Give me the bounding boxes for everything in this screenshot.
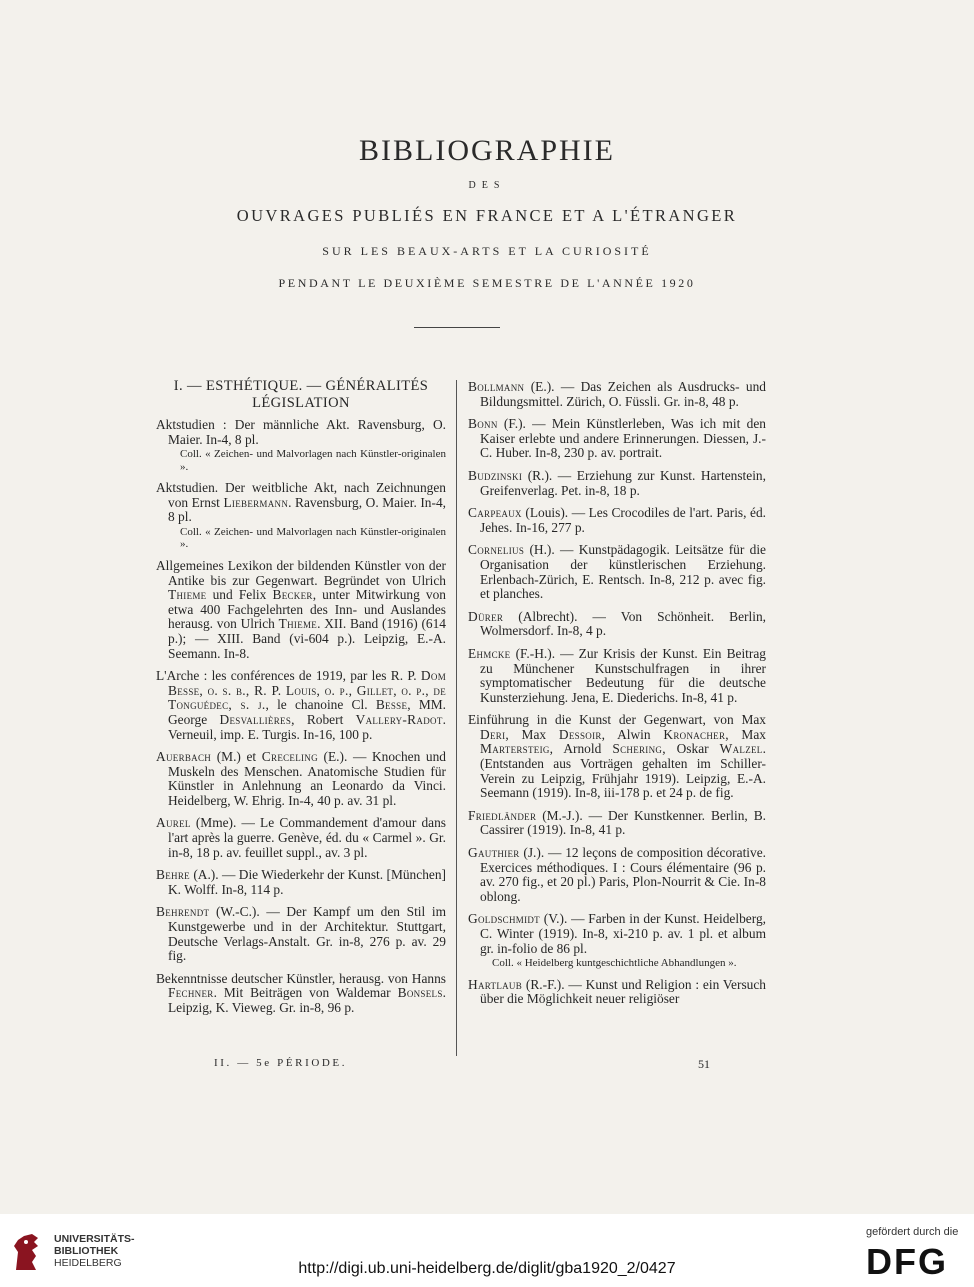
subtitle-line-1: OUVRAGES PUBLIÉS EN FRANCE ET A L'ÉTRANGER: [236, 206, 738, 225]
page-number: 51: [698, 1057, 710, 1071]
author-name: Vallery-Radot: [355, 711, 443, 727]
bibliography-entry: Bonn (F.). — Mein Künstlerleben, Was ich mit den Kaiser erlebte und andere Erinnerungen. Diessen, J.-C. Huber. In-8, 230 p. av. portrait.: [468, 416, 766, 461]
author-name: Walzel: [719, 741, 763, 757]
library-name: UNIVERSITÄTS- BIBLIOTHEK HEIDELBERG: [54, 1233, 135, 1269]
bibliography-entry: Einführung in die Kunst der Gegenwart, von Max Deri, Max Dessoir, Alwin Kronacher, Max Martersteig, Arnold Schering, Oskar Walzel. (Entstanden aus Vorträgen gehalten im Schiller-Verein zu Leipzig, Frühjahr 1919). Leipzig, E.-A. Seemann (1919). In-8, iii-178 p. et 24 p. de fig.: [468, 712, 766, 801]
author-name: Budzinski: [468, 467, 523, 483]
bibliography-entry: L'Arche : les conférences de 1919, par les R. P. Dom Besse, o. s. b., R. P. Louis, o. p., Gillet, o. p., de Tonguédec, s. j., le chanoine Cl. Besse, MM. George Desvallières, Robert Vallery-Radot. Verneuil, imp. E. Turgis. In-16, 100 p.: [156, 668, 446, 742]
title-connector: DES: [468, 180, 506, 191]
author-name: Dessoir: [558, 726, 602, 742]
author-name: Hartlaub: [468, 976, 523, 992]
bibliography-entry: Aktstudien. Der weitbliche Akt, nach Zeichnungen von Ernst Liebermann. Ravensburg, O. Maier. In-4, 8 pl. Coll. « Zeichen- und Malvorlagen nach Künstler-originalen ».: [156, 480, 446, 551]
subtitle-line-3: PENDANT LE DEUXIÈME SEMESTRE DE L'ANNÉE 1920: [278, 276, 696, 290]
author-name: Bollmann: [468, 379, 525, 394]
author-name: Cornelius: [468, 542, 525, 558]
author-name: Auerbach: [156, 749, 212, 765]
bibliography-entry: Behre (A.). — Die Wiederkehr der Kunst. [München] K. Wolff. In-8, 114 p.: [156, 867, 446, 897]
author-name: Carpeaux: [468, 505, 522, 521]
author-name: Dürer: [468, 608, 504, 624]
entry-note: Coll. « Zeichen- und Malvorlagen nach Künstler-originalen ».: [180, 448, 446, 473]
bibliography-entry: Behrendt (W.-C.). — Der Kampf um den Stil im Kunstgewerbe und in der Architektur. Stuttgart, Deutsche Verlags-Anstalt. Gr. in-8, 276 p. av. 29 fig.: [156, 904, 446, 964]
bibliography-entry: Allgemeines Lexikon der bildenden Künstler von der Antike bis zur Gegenwart. Begründet von Ulrich Thieme und Felix Becker, unter Mitwirkung von etwa 400 Fachgelehrten des Inn- und Auslandes herausg. von Ulrich Thieme. XII. Band (1916) (614 p.); — XIII. Band (vi-604 p.). Leipzig, E.-A. Seemann. In-8.: [156, 557, 446, 661]
entry-note: Coll. « Zeichen- und Malvorlagen nach Künstler-originalen ».: [180, 525, 446, 551]
author-name: Goldschmidt: [468, 911, 540, 927]
author-name: Martersteig: [480, 741, 550, 757]
author-name: Thieme: [168, 587, 207, 603]
section-heading: I. — ESTHÉTIQUE. — GÉNÉRALITÉS LÉGISLATION: [173, 378, 429, 411]
bibliography-entry: Aktstudien : Der männliche Akt. Ravensburg, O. Maier. In-4, 8 pl. Coll. « Zeichen- und Malvorlagen nach Künstler-originalen ».: [156, 417, 446, 473]
author-name: Gauthier: [468, 845, 520, 861]
author-name: Thieme: [278, 616, 318, 632]
left-column: [156, 378, 446, 1024]
author-name: Aurel: [156, 815, 191, 831]
bibliography-entry: Friedländer (M.-J.). — Der Kunstkenner. Berlin, B. Cassirer (1919). In-8, 41 p.: [468, 807, 766, 838]
bibliography-entry: Budzinski (R.). — Erziehung zur Kunst. Hartenstein, Greifenverlag. Pet. in-8, 18 p.: [468, 467, 766, 498]
author-name: Behrendt: [156, 904, 210, 920]
bibliography-entry: Auerbach (M.) et Creceling (E.). — Knochen und Muskeln des Menschen. Anatomische Studien für Künstler in Anlehnung an Leonardo da Vinci. Heidelberg, W. Ehrig. In-4, 40 p. av. 31 pl.: [156, 749, 446, 808]
author-name: Besse: [375, 697, 408, 713]
author-name: Kronacher: [663, 726, 726, 742]
author-name: Bonn: [468, 416, 498, 432]
bibliography-entry: Goldschmidt (V.). — Farben in der Kunst. Heidelberg, C. Winter (1919). In-8, xi-210 p. av. 1 pl. et album gr. in-folio de 86 pl. Coll. « Heidelberg kuntgeschichtliche Abhandlungen ».: [468, 911, 766, 970]
bibliography-entry: Aurel (Mme). — Le Commandement d'amour dans l'art après la guerre. Genève, éd. du « Carmel ». Gr. in-8, 18 p. av. feuillet suppl., av. 3 pl.: [156, 815, 446, 860]
sponsor-caption: gefördert durch die: [866, 1226, 959, 1238]
bibliography-entry: Bollmann (E.). — Das Zeichen als Ausdrucks- und Bildungsmittel. Zürich, O. Füssli. Gr. in-8, 48 p.: [468, 379, 766, 409]
source-url-link[interactable]: http://digi.ub.uni-heidelberg.de/diglit/gba1920_2/0427: [298, 1260, 676, 1277]
page-title: BIBLIOGRAPHIE: [359, 134, 615, 167]
author-name: Friedländer: [468, 807, 537, 823]
author-name: Desvallières: [219, 711, 292, 727]
title-rule: [414, 327, 500, 328]
signature-mark: II. — 5e PÉRIODE.: [214, 1057, 348, 1069]
right-column: [468, 380, 766, 1015]
author-name: Deri: [480, 726, 506, 742]
bibliography-entry: Hartlaub (R.-F.). — Kunst und Religion : ein Versuch über die Möglichkeit neuer religiöser: [468, 976, 766, 1007]
author-name: Fechner: [168, 985, 214, 1001]
entry-note: Coll. « Heidelberg kuntgeschichtliche Abhandlungen ».: [492, 957, 737, 970]
author-name: Liebermann: [223, 494, 289, 510]
author-name: Becker: [272, 587, 313, 603]
bibliography-entry: Carpeaux (Louis). — Les Crocodiles de l'art. Paris, éd. Jehes. In-16, 277 p.: [468, 505, 766, 535]
bibliography-entry: Dürer (Albrecht). — Von Schönheit. Berlin, Wolmersdorf. In-8, 4 p.: [468, 608, 766, 639]
author-name: Dom Besse, o. s. b., R. P. Louis, o. p., Gillet, o. p., de Tonguédec, s. j.: [168, 668, 446, 713]
author-name: Schering: [612, 741, 663, 757]
bibliography-entry: Ehmcke (F.-H.). — Zur Krisis der Kunst. Ein Beitrag zu Münchener Kunstschulfragen in ihrer symptomatischer Bedeutung für die deutsche Kunsterziehung. Jena, E. Diederichs. In-8, 41 p.: [468, 645, 766, 705]
author-name: Behre: [156, 867, 190, 883]
bibliography-entry: Cornelius (H.). — Kunstpädagogik. Leitsätze für die Organisation der künstlerischen Erziehung. Erlenbach-Zürich, E. Rentsch. In-8, 212 p. avec fig. et planches.: [468, 542, 766, 602]
dfg-logo: DFG: [866, 1241, 948, 1282]
author-name: Bonsels: [397, 985, 443, 1001]
column-divider: [456, 380, 457, 1056]
bibliography-entry: Gauthier (J.). — 12 leçons de composition décorative. Exercices méthodiques. I : Cours élémentaire (96 p. av. 270 fig., et 20 pl.) Paris, Plon-Nourrit & Cie. In-8 oblong.: [468, 845, 766, 904]
bibliography-entry: Bekenntnisse deutscher Künstler, herausg. von Hanns Fechner. Mit Beiträgen von Waldemar Bonsels. Leipzig, K. Vieweg. Gr. in-8, 96 p.: [156, 970, 446, 1015]
subtitle-line-2: SUR LES BEAUX-ARTS ET LA CURIOSITÉ: [322, 244, 652, 258]
author-name: Ehmcke: [468, 645, 511, 661]
author-name: Creceling: [261, 749, 318, 765]
